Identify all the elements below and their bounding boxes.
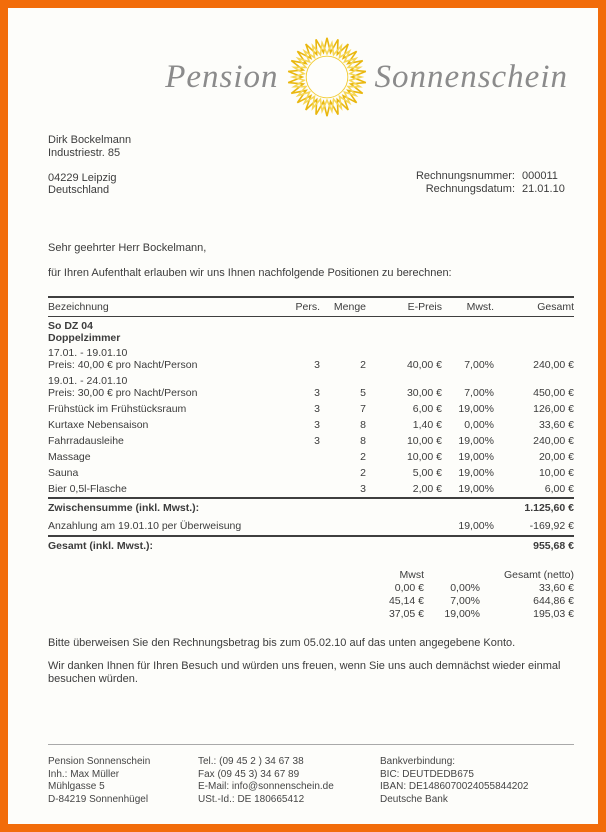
item-group-title: So DZ 04 Doppelzimmer bbox=[48, 320, 121, 344]
recipient-city: 04229 Leipzig bbox=[48, 171, 117, 184]
footer-address: Pension Sonnenschein Inh.: Max Müller Mühlgasse 5 D-84219 Sonnenhügel bbox=[48, 756, 151, 805]
sun-icon bbox=[287, 37, 367, 117]
logo bbox=[48, 36, 568, 118]
invoice-meta bbox=[416, 170, 574, 196]
footer-bank: Bankverbindung: BIC: DEUTDEDB675 IBAN: DE1486070024055844202 Deutsche Bank bbox=[380, 756, 529, 805]
tax-col-netto-header: Gesamt (netto) bbox=[503, 569, 574, 581]
thanks-note: Wir danken Ihnen für Ihren Besuch und würden uns freuen, wenn Sie uns auch demnächst wieder einmal besuchen würden. bbox=[48, 660, 561, 685]
tax-summary-row: 0,00 € 0,00% 33,60 € bbox=[394, 582, 574, 594]
logo-word-right: Sonnenschein bbox=[374, 58, 568, 95]
tax-col-mwst-header: Mwst bbox=[399, 569, 424, 581]
table-row: 17.01. - 19.01.10 Preis: 40,00 € pro Nacht/Person 3 2 40,00 € 7,00% 240,00 € bbox=[48, 347, 574, 371]
table-row: Sauna 2 5,00 € 19,00% 10,00 € bbox=[48, 467, 574, 479]
subtotal-value: 1.125,60 € bbox=[524, 502, 574, 514]
logo-word-left: Pension bbox=[165, 58, 279, 95]
total-row bbox=[48, 535, 574, 555]
table-row: 19.01. - 24.01.10 Preis: 30,00 € pro Nacht/Person 3 5 30,00 € 7,00% 450,00 € bbox=[48, 375, 574, 399]
intro-line: für Ihren Aufenthalt erlauben wir uns Ihnen nachfolgende Positionen zu berechnen: bbox=[48, 267, 452, 279]
items-table bbox=[48, 296, 574, 555]
deposit-mwst: 19,00% bbox=[458, 520, 494, 532]
invoice-date-label: Rechnungsdatum: bbox=[425, 183, 515, 195]
table-row: Frühstück im Frühstücksraum 3 7 6,00 € 19,00% 126,00 € bbox=[48, 403, 574, 415]
table-row: Massage 2 10,00 € 19,00% 20,00 € bbox=[48, 451, 574, 463]
footer-contact: Tel.: (09 45 2 ) 34 67 38 Fax (09 45 3) 34 67 89 E-Mail: info@sonnenschein.de USt.-Id.: DE 180665412 bbox=[198, 756, 334, 805]
table-row: Kurtaxe Nebensaison 3 8 1,40 € 0,00% 33,60 € bbox=[48, 419, 574, 431]
invoice-date-row bbox=[416, 183, 574, 196]
deposit-value: -169,92 € bbox=[529, 520, 574, 532]
header-pers: Pers. bbox=[295, 301, 320, 313]
salutation: Sehr geehrter Herr Bockelmann, bbox=[48, 242, 207, 254]
recipient-street: Industriestr. 85 bbox=[48, 146, 121, 159]
header-menge: Menge bbox=[333, 301, 366, 313]
payment-note: Bitte überweisen Sie den Rechnungsbetrag bis zum 05.02.10 auf das unten angegebene Konto. bbox=[48, 637, 516, 649]
table-header bbox=[48, 296, 574, 317]
table-row: Fahrradausleihe 3 8 10,00 € 19,00% 240,00 € bbox=[48, 435, 574, 447]
subtotal-label: Zwischensumme (inkl. Mwst.): bbox=[48, 502, 200, 514]
tax-summary-row: 45,14 € 7,00% 644,86 € bbox=[388, 595, 574, 607]
header-mwst: Mwst. bbox=[466, 301, 494, 313]
table-row: Bier 0,5l-Flasche 3 2,00 € 19,00% 6,00 € bbox=[48, 483, 574, 495]
tax-summary-row: 37,05 € 19,00% 195,03 € bbox=[388, 608, 574, 620]
subtotal-row bbox=[48, 497, 574, 517]
invoice-date-value: 21.01.10 bbox=[522, 183, 565, 195]
deposit-row bbox=[48, 517, 574, 535]
header-bezeichnung: Bezeichnung bbox=[48, 301, 109, 313]
header-gesamt: Gesamt bbox=[537, 301, 574, 313]
tax-summary-header bbox=[352, 569, 574, 582]
invoice-number-row bbox=[416, 170, 574, 183]
tax-summary bbox=[48, 569, 574, 621]
invoice-number-value: 000011 bbox=[522, 170, 558, 182]
recipient-name: Dirk Bockelmann bbox=[48, 134, 132, 146]
total-label: Gesamt (inkl. Mwst.): bbox=[48, 540, 154, 552]
header-epreis: E-Preis bbox=[407, 301, 442, 313]
invoice-number-label: Rechnungsnummer: bbox=[415, 170, 515, 182]
footer bbox=[48, 744, 574, 806]
recipient-country: Deutschland bbox=[48, 184, 110, 196]
total-value: 955,68 € bbox=[533, 540, 574, 552]
deposit-label: Anzahlung am 19.01.10 per Überweisung bbox=[48, 520, 242, 532]
